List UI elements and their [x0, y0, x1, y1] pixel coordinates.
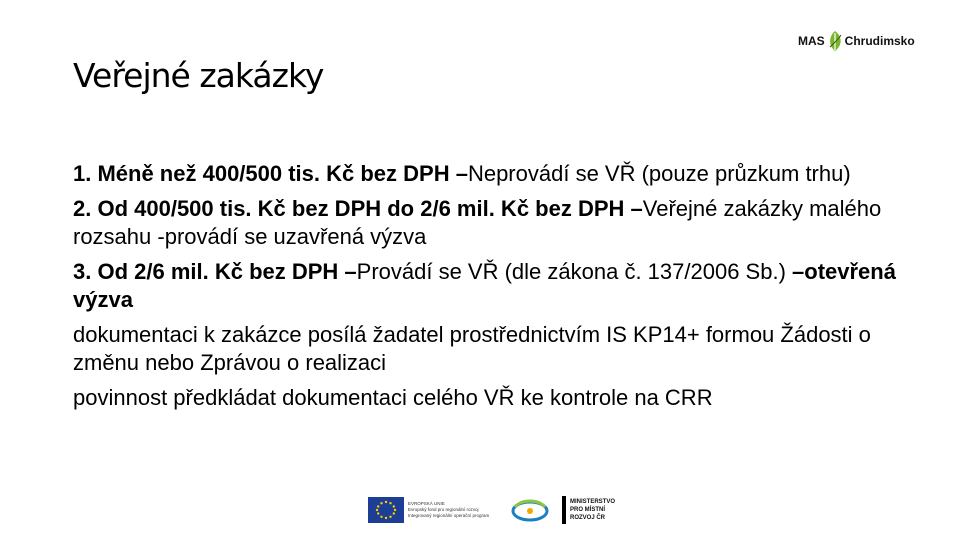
item-1: [73, 160, 903, 188]
leaf-icon: [826, 30, 844, 52]
item-2-text: Veřejné zakázky malého rozsahu -provádí se uzavřená výzva: [73, 196, 882, 249]
content-body: [73, 160, 903, 419]
ministry-bar: [562, 496, 566, 524]
item-2: [73, 195, 903, 251]
item-3-bold: 3. Od 2/6 mil. Kč bez DPH –: [73, 259, 357, 284]
logo-name: Chrudimsko: [844, 34, 915, 48]
eu-text-block: [408, 497, 496, 523]
item-5: [73, 384, 903, 412]
item-3: [73, 258, 903, 314]
item-2-bold: 2. Od 400/500 tis. Kč bez DPH do 2/6 mil. Kč bez DPH –: [73, 196, 643, 221]
item-4: [73, 321, 903, 377]
irop-logo-icon: [510, 495, 550, 525]
eu-flag-icon: [368, 497, 404, 523]
item-1-bold: 1. Méně než 400/500 tis. Kč bez DPH –: [73, 161, 468, 186]
eu-line-2: Evropský fond pro regionální rozvoj: [408, 507, 479, 512]
mas-chrudimsko-logo: [798, 30, 915, 52]
footer-logos: [368, 493, 615, 527]
ministry-line-2: PRO MÍSTNÍ: [570, 507, 606, 513]
ministry-line-3: ROZVOJ ČR: [570, 515, 606, 521]
slide-title: Veřejné zakázky: [73, 56, 324, 95]
ministry-logo: [562, 496, 615, 524]
item-3-bold-suffix: –otevřená výzva: [73, 259, 896, 312]
logo-prefix: MAS: [798, 34, 825, 48]
item-1-text: Neprovádí se VŘ (pouze průzkum trhu): [467, 161, 851, 186]
item-3-text: Provádí se VŘ (dle zákona č. 137/2006 Sb.): [356, 259, 793, 284]
eu-line-1: EVROPSKÁ UNIE: [408, 501, 445, 506]
ministry-line-1: MINISTERSTVO: [570, 499, 616, 505]
item-5-text: povinnost předkládat dokumentaci celého VŘ ke kontrole na CRR: [73, 385, 713, 410]
item-4-text: dokumentaci k zakázce posílá žadatel prostřednictvím IS KP14+ formou Žádosti o změnu nebo Zprávou o realizaci: [73, 322, 871, 375]
eu-line-3: Integrovaný regionální operační program: [408, 513, 490, 518]
